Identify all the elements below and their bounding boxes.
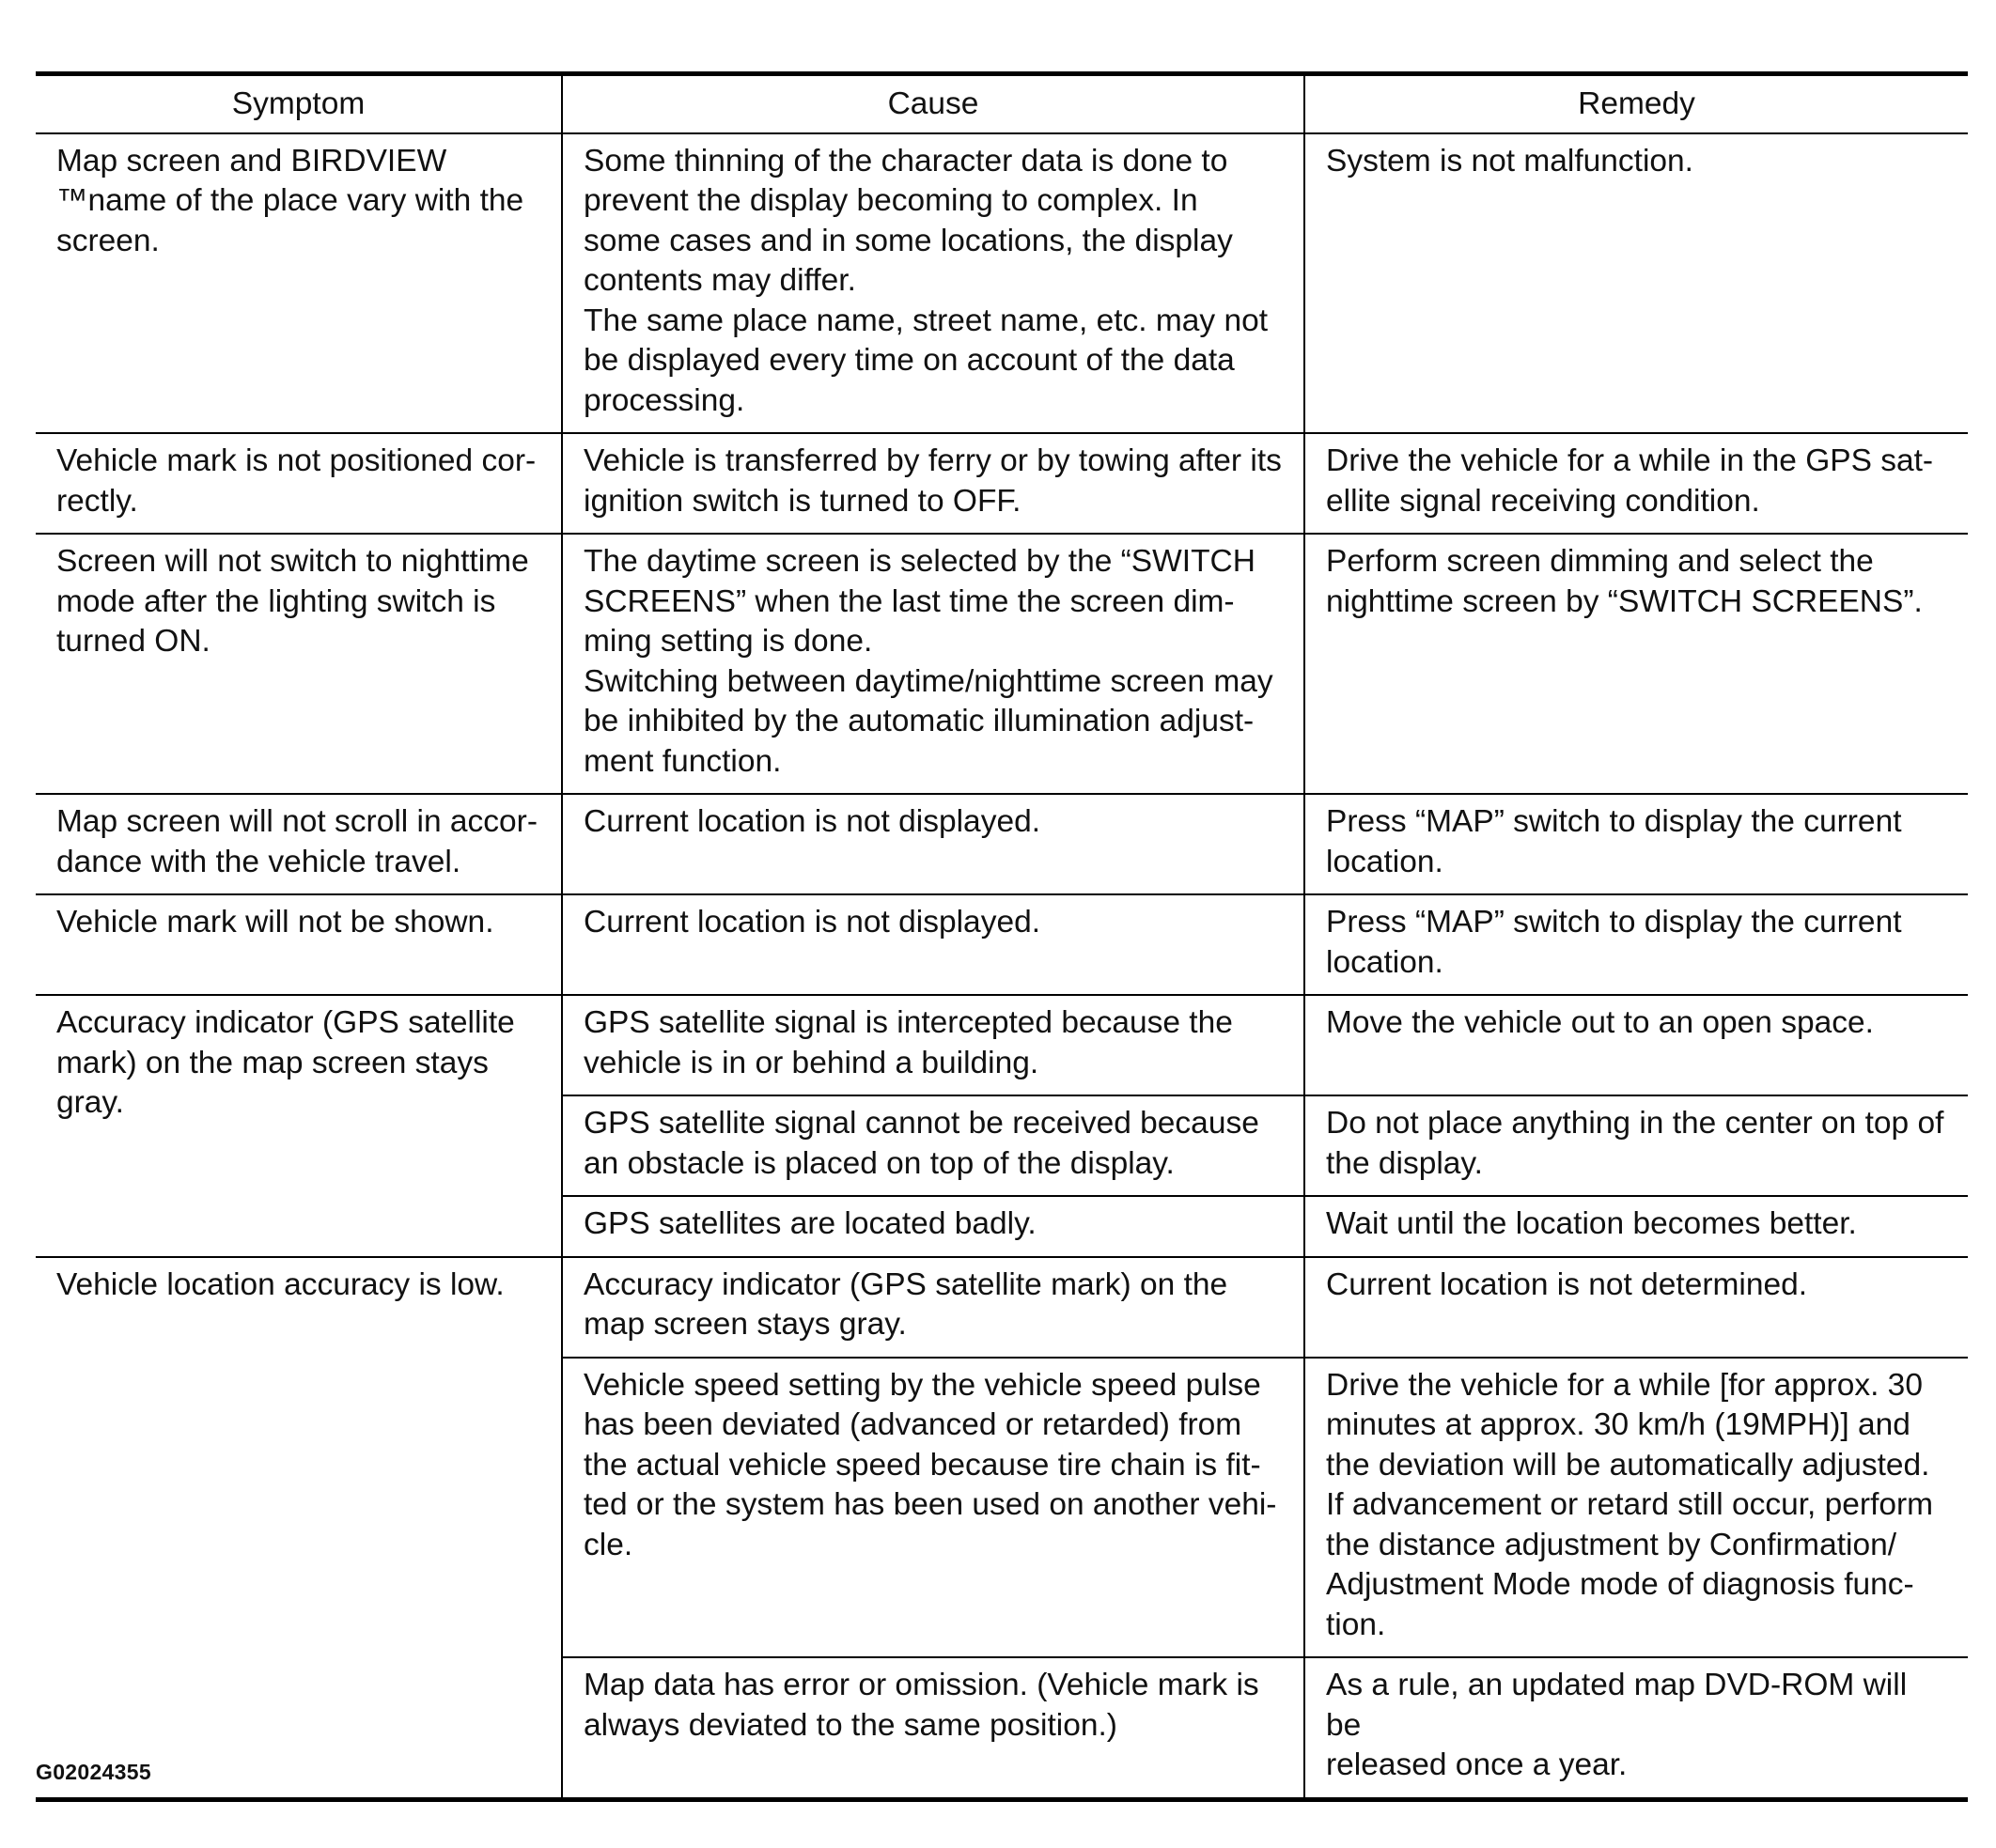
symptom-cell: Map screen will not scroll in accor- dance with the vehicle travel.: [36, 794, 562, 894]
cause-cell: Vehicle is transferred by ferry or by towing after its ignition switch is turned to OFF.: [562, 433, 1304, 534]
table-row: [36, 894, 1968, 995]
symptom-cause-remedy-table: [36, 71, 1968, 1802]
symptom-cell: Vehicle mark will not be shown.: [36, 894, 562, 995]
cause-cell: Current location is not displayed.: [562, 794, 1304, 894]
remedy-cell: Drive the vehicle for a while in the GPS sat- ellite signal receiving condition.: [1304, 433, 1968, 534]
remedy-cell: Do not place anything in the center on top of the display.: [1304, 1095, 1968, 1196]
table-body: [36, 133, 1968, 1800]
remedy-cell: Move the vehicle out to an open space.: [1304, 995, 1968, 1095]
symptom-cell: Accuracy indicator (GPS satellite mark) on the map screen stays gray.: [36, 995, 562, 1257]
symptom-cell: Vehicle location accuracy is low.: [36, 1257, 562, 1800]
header-cause: Cause: [562, 74, 1304, 133]
cause-cell: GPS satellite signal is intercepted because the vehicle is in or behind a building.: [562, 995, 1304, 1095]
remedy-cell: Perform screen dimming and select the nighttime screen by “SWITCH SCREENS”.: [1304, 534, 1968, 794]
table-row: [36, 794, 1968, 894]
troubleshooting-document: [36, 71, 1968, 1802]
cause-cell: Vehicle speed setting by the vehicle speed pulse has been deviated (advanced or retarded) from the actual vehicle speed because tire chain is fit- ted or the system has been used on another vehi- cle.: [562, 1358, 1304, 1658]
cause-cell: Accuracy indicator (GPS satellite mark) on the map screen stays gray.: [562, 1257, 1304, 1358]
header-remedy: Remedy: [1304, 74, 1968, 133]
cause-cell: Current location is not displayed.: [562, 894, 1304, 995]
remedy-cell: Current location is not determined.: [1304, 1257, 1968, 1358]
table-row: [36, 1257, 1968, 1358]
symptom-cell: Screen will not switch to nighttime mode after the lighting switch is turned ON.: [36, 534, 562, 794]
remedy-cell: Press “MAP” switch to display the current location.: [1304, 894, 1968, 995]
table-row: [36, 534, 1968, 794]
header-symptom: Symptom: [36, 74, 562, 133]
cause-cell: GPS satellite signal cannot be received because an obstacle is placed on top of the display.: [562, 1095, 1304, 1196]
cause-cell: The daytime screen is selected by the “SWITCH SCREENS” when the last time the screen dim- ming setting is done. Switching between daytime/nighttime screen may be inhibited by the automatic illumination adjust- ment function.: [562, 534, 1304, 794]
table-row: [36, 433, 1968, 534]
symptom-cell: Map screen and BIRDVIEW ™name of the place vary with the screen.: [36, 133, 562, 434]
remedy-cell: Press “MAP” switch to display the current location.: [1304, 794, 1968, 894]
remedy-cell: As a rule, an updated map DVD-ROM will be released once a year.: [1304, 1657, 1968, 1799]
table-row: [36, 133, 1968, 434]
table-header: [36, 74, 1968, 133]
cause-cell: GPS satellites are located badly.: [562, 1196, 1304, 1257]
remedy-cell: Wait until the location becomes better.: [1304, 1196, 1968, 1257]
remedy-cell: Drive the vehicle for a while [for approx. 30 minutes at approx. 30 km/h (19MPH)] and the deviation will be automatically adjusted. If advancement or retard still occur, perform the distance adjustment by Confirmation/ Adjustment Mode mode of diagnosis func- tion.: [1304, 1358, 1968, 1658]
cause-cell: Some thinning of the character data is done to prevent the display becoming to complex. In some cases and in some locations, the display contents may differ. The same place name, street name, etc. may not be displayed every time on account of the data processing.: [562, 133, 1304, 434]
remedy-cell: System is not malfunction.: [1304, 133, 1968, 434]
figure-id: G02024355: [36, 1760, 151, 1784]
header-row: [36, 74, 1968, 133]
symptom-cell: Vehicle mark is not positioned cor- rectly.: [36, 433, 562, 534]
table-row: [36, 995, 1968, 1095]
cause-cell: Map data has error or omission. (Vehicle mark is always deviated to the same position.): [562, 1657, 1304, 1799]
